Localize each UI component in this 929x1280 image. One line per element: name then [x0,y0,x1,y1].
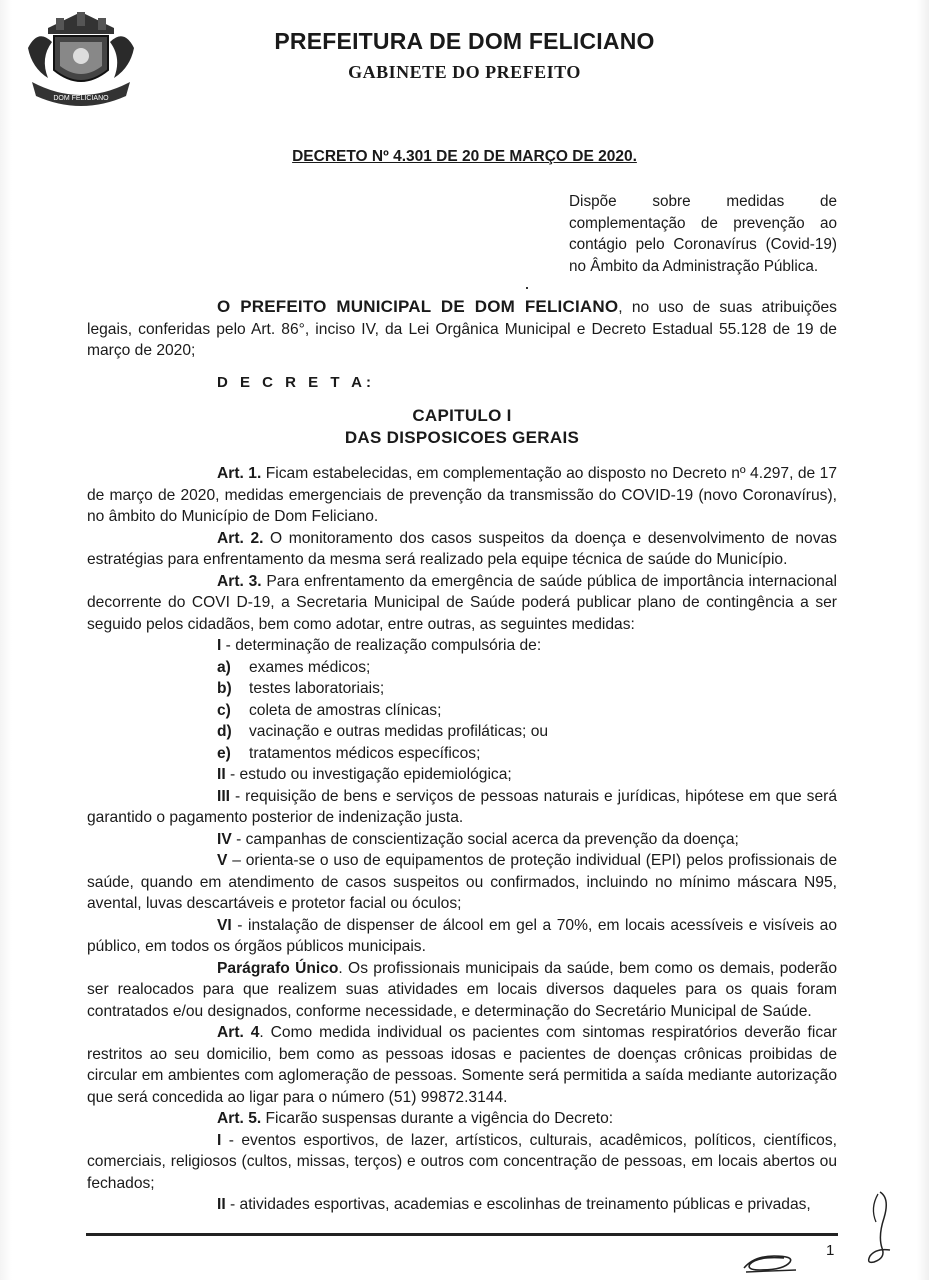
inciso-text: - eventos esportivos, de lazer, artísticos, culturais, acadêmicos, políticos, científicos, comerciais, religiosos (cultos, missas, terços) e outros com concentração de pessoas, em locais abertos ou fechados; [87,1131,837,1192]
article-label: Art. 5. [217,1110,262,1127]
inciso-label: I [217,1131,222,1149]
article-label: Art. 3. [217,572,262,590]
article-label: Art. 1. [217,465,262,482]
inciso-label: II [217,766,226,783]
initials-signature-icon [740,1246,800,1274]
decree-title: DECRETO Nº 4.301 DE 20 DE MARÇO DE 2020. [292,148,637,165]
header-subtitle: GABINETE DO PREFEITO [348,62,581,82]
summary-line: contágio pelo Coronavírus (Covid-19) [569,236,837,253]
chapter-title: DAS DISPOSICOES GERAIS [344,428,580,447]
inciso-i [87,635,837,657]
inciso-label: IV [217,830,232,848]
article-1 [87,463,837,528]
inciso-label: II [217,1196,226,1213]
inciso-iv [87,829,837,851]
inciso-text: - requisição de bens e serviços de pessoas naturais e jurídicas, hipótese em que será garantido o pagamento posterior de indenização justa. [87,787,837,826]
inciso-text: - instalação de dispenser de álcool em gel a 70%, em locais acessíveis e visíveis ao público, em todos os órgãos públicos municipais. [87,916,837,955]
alinea-letter: a) [217,658,231,676]
footer-divider [86,1233,838,1236]
art5-inciso-ii [87,1194,837,1216]
scan-speck [526,287,528,289]
inciso-text: – orienta-se o uso de equipamentos de proteção individual (EPI) pelos profissionais de saúde, quando em atendimento de casos suspeitos ou confirmados, incluindo no mínimo máscara N95, avental, luvas descartáveis e protetor facial ou óculos; [87,852,837,912]
paragrafo-unico [87,958,837,1023]
summary-line: Dispõe sobre medidas de [569,193,837,210]
paragraph-label: Parágrafo Único [217,959,339,977]
paragraph-text: . Os profissionais municipais da saúde, bem como os demais, poderão ser realocados para que realizem suas atividades em locais diversos daqueles para os quais foram contratados e/ou designados, conforme necessidade, e determinação do Secretário Municipal de Saúde. [87,959,837,1020]
crest-ribbon-label: DOM FELICIANO [53,95,109,102]
article-2 [87,528,837,571]
inciso-iii [87,786,837,829]
inciso-label: I [217,637,222,654]
chapter-heading [87,405,837,449]
article-label: Art. 2. [217,529,264,547]
inciso-text: - campanhas de conscientização social acerca da prevenção da doença; [231,830,739,848]
inciso-label: III [217,787,230,805]
article-text: O monitoramento dos casos suspeitos da doença e desenvolvimento de novas estratégias para enfrentamento da mesma será realizado pela equipe técnica de saúde do Município. [87,529,837,568]
article-5 [87,1108,837,1130]
municipal-coat-of-arms-icon [18,8,144,114]
preamble-authority: O PREFEITO MUNICIPAL DE DOM FELICIANO [217,297,619,316]
preamble-text: , no uso de suas atribuições legais, conferidas pelo Art. 86°, inciso IV, da Lei Orgânica Municipal e Decreto Estadual 55.128 de 19 de março de 2020; [87,299,837,359]
alinea-text: coleta de amostras clínicas; [249,701,442,719]
page-number: 1 [826,1242,835,1259]
article-3 [87,571,837,636]
alinea [87,721,837,743]
alinea [87,678,837,700]
inciso-text: - determinação de realização compulsória de: [221,637,542,654]
alinea-letter: b) [217,680,232,697]
alinea-text: vacinação e outras medidas profiláticas; ou [249,723,549,740]
inciso-vi [87,915,837,958]
article-text: Ficam estabelecidas, em complementação ao disposto no Decreto nº 4.297, de 17 de março de 2020, medidas emergenciais de prevenção da transmissão do COVID-19 (novo Coronavírus), no âmbito do Município de Dom Feliciano. [87,465,837,525]
alinea-letter: c) [217,701,231,719]
alinea-text: tratamentos médicos específicos; [249,744,481,762]
handwritten-rubric-icon [860,1188,900,1268]
inciso-text: - atividades esportivas, academias e escolinhas de treinamento públicas e privadas, [225,1196,811,1213]
alinea-text: exames médicos; [249,658,371,676]
alinea [87,700,837,722]
inciso-v [87,850,837,915]
decree-summary [569,191,837,277]
preamble [87,296,837,362]
alinea-letter: e) [217,744,231,762]
decree-body [87,296,837,1216]
article-text: Ficarão suspensas durante a vigência do Decreto: [261,1110,614,1127]
inciso-text: - estudo ou investigação epidemiológica; [225,766,512,783]
inciso-label: V [217,852,228,869]
summary-line: no Âmbito da Administração Pública. [569,257,819,275]
article-text: Para enfrentamento da emergência de saúde pública de importância internacional decorrente do COVI D-19, a Secretaria Municipal de Saúde poderá publicar plano de contingência a ser seguido pelos cidadãos, bem como adotar, entre outras, as seguintes medidas: [87,572,837,633]
inciso-label: VI [217,916,232,934]
summary-line: complementação de prevenção ao [569,214,837,232]
chapter-number: CAPITULO I [412,406,512,425]
header-title: PREFEITURA DE DOM FELICIANO [274,28,655,54]
alinea-text: testes laboratoriais; [249,680,385,697]
alinea-letter: d) [217,723,232,740]
article-label: Art. 4 [217,1024,260,1041]
art5-inciso-i [87,1130,837,1195]
article-4 [87,1022,837,1108]
alinea [87,657,837,679]
decreta-heading: D E C R E T A: [217,373,375,391]
article-text: . Como medida individual os pacientes com sintomas respiratórios deverão ficar restritos ao seu domicilio, bem como as pessoas idosas e pacientes de doenças crônicas proibidas de circular em ambientes com aglomeração de pessoas. Somente será permitida a saída mediante autorização que será concedida ao ligar para o número (51) 99872.3144. [87,1024,837,1106]
alinea [87,743,837,765]
inciso-ii [87,764,837,786]
